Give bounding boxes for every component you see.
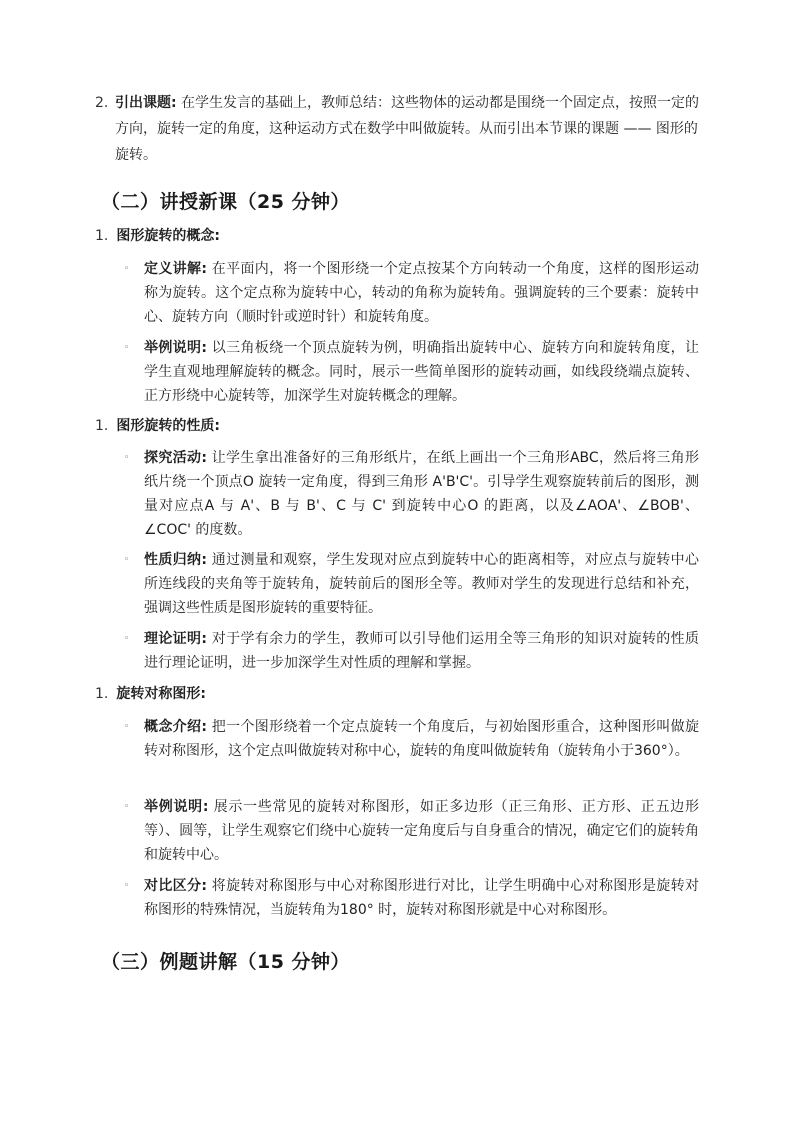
section-heading-lecture: （二）讲授新课（25 分钟） — [101, 191, 351, 213]
item-text: 把一个图形绕着一个定点旋转一个角度后，与初始图形重合，这种图形叫做旋转对称图形，这个定点叫做旋转对称中心，旋转的角度叫做旋转角（旋转角小于360°）。 — [144, 719, 699, 759]
list-number: 1. — [95, 418, 109, 434]
item-label: 概念介绍: — [144, 719, 207, 735]
bullet-item — [124, 257, 699, 329]
subsection-title — [95, 226, 220, 246]
bullet-icon: ◦ — [124, 343, 130, 353]
bullet-item — [124, 446, 699, 542]
bullet-item — [124, 715, 699, 763]
list-number: 1. — [95, 686, 109, 702]
item-label: 性质归纳: — [144, 552, 207, 568]
bullet-icon: ◦ — [124, 881, 130, 891]
item-label: 引出课题: — [115, 95, 177, 111]
item-text: 对于学有余力的学生，教师可以引导他们运用全等三角形的知识对旋转的性质进行理论证明，进一步加深学生对性质的理解和掌握。 — [144, 631, 699, 671]
subsection-label: 图形旋转的性质: — [116, 418, 220, 434]
item-label: 举例说明: — [144, 340, 207, 356]
intro-list-item — [95, 90, 700, 168]
item-text: 让学生拿出准备好的三角形纸片，在纸上画出一个三角形ABC，然后将三角形纸片绕一个顶点O 旋转一定角度，得到三角形 A'B'C'。引导学生观察旋转前后的图形，测量对应点A 与 A'、B 与 B'、C 与 C' 到旋转中心O 的距离，以及∠AOA'、∠BOB'、∠COC' 的度数。 — [144, 450, 699, 538]
subsection-title — [95, 416, 220, 436]
bullet-icon: ◦ — [124, 722, 130, 732]
item-label: 理论证明: — [144, 631, 207, 647]
bullet-item — [124, 548, 699, 620]
section-heading-examples: （三）例题讲解（15 分钟） — [101, 951, 351, 973]
bullet-item — [124, 627, 699, 675]
item-text: 将旋转对称图形与中心对称图形进行对比，让学生明确中心对称图形是旋转对称图形的特殊情况，当旋转角为180° 时，旋转对称图形就是中心对称图形。 — [144, 878, 699, 918]
bullet-icon: ◦ — [124, 555, 130, 565]
list-number: 1. — [95, 228, 109, 244]
subsection-label: 图形旋转的概念: — [116, 228, 220, 244]
subsection-title — [95, 684, 206, 704]
item-text: 在学生发言的基础上，教师总结：这些物体的运动都是围绕一个固定点，按照一定的方向，旋转一定的角度，这种运动方式在数学中叫做旋转。从而引出本节课的课题 —— 图形的旋转。 — [115, 95, 700, 163]
item-label: 对比区分: — [144, 878, 207, 894]
item-text: 展示一些常见的旋转对称图形，如正多边形（正三角形、正方形、正五边形等）、圆等，让学生观察它们绕中心旋转一定角度后与自身重合的情况，确定它们的旋转角和旋转中心。 — [144, 799, 699, 863]
item-text: 通过测量和观察，学生发现对应点到旋转中心的距离相等，对应点与旋转中心所连线段的夹角等于旋转角，旋转前后的图形全等。教师对学生的发现进行总结和补充，强调这些性质是图形旋转的重要特征。 — [144, 552, 699, 616]
item-text: 以三角板绕一个顶点旋转为例，明确指出旋转中心、旋转方向和旋转角度，让学生直观地理解旋转的概念。同时，展示一些简单图形的旋转动画，如线段绕端点旋转、正方形绕中心旋转等，加深学生对旋转概念的理解。 — [144, 340, 699, 404]
item-text: 在平面内，将一个图形绕一个定点按某个方向转动一个角度，这样的图形运动称为旋转。这个定点称为旋转中心，转动的角称为旋转角。强调旋转的三个要素：旋转中心、旋转方向（顺时针或逆时针）和旋转角度。 — [144, 261, 699, 325]
bullet-item — [124, 795, 699, 867]
bullet-item — [124, 874, 699, 922]
subsection-label: 旋转对称图形: — [116, 686, 206, 702]
item-label: 探究活动: — [144, 450, 207, 466]
bullet-item — [124, 336, 699, 408]
bullet-icon: ◦ — [124, 802, 130, 812]
item-label: 定义讲解: — [144, 261, 207, 277]
bullet-icon: ◦ — [124, 264, 130, 274]
list-number: 2. — [95, 95, 109, 111]
bullet-icon: ◦ — [124, 634, 130, 644]
item-label: 举例说明: — [144, 799, 209, 815]
bullet-icon: ◦ — [124, 453, 130, 463]
